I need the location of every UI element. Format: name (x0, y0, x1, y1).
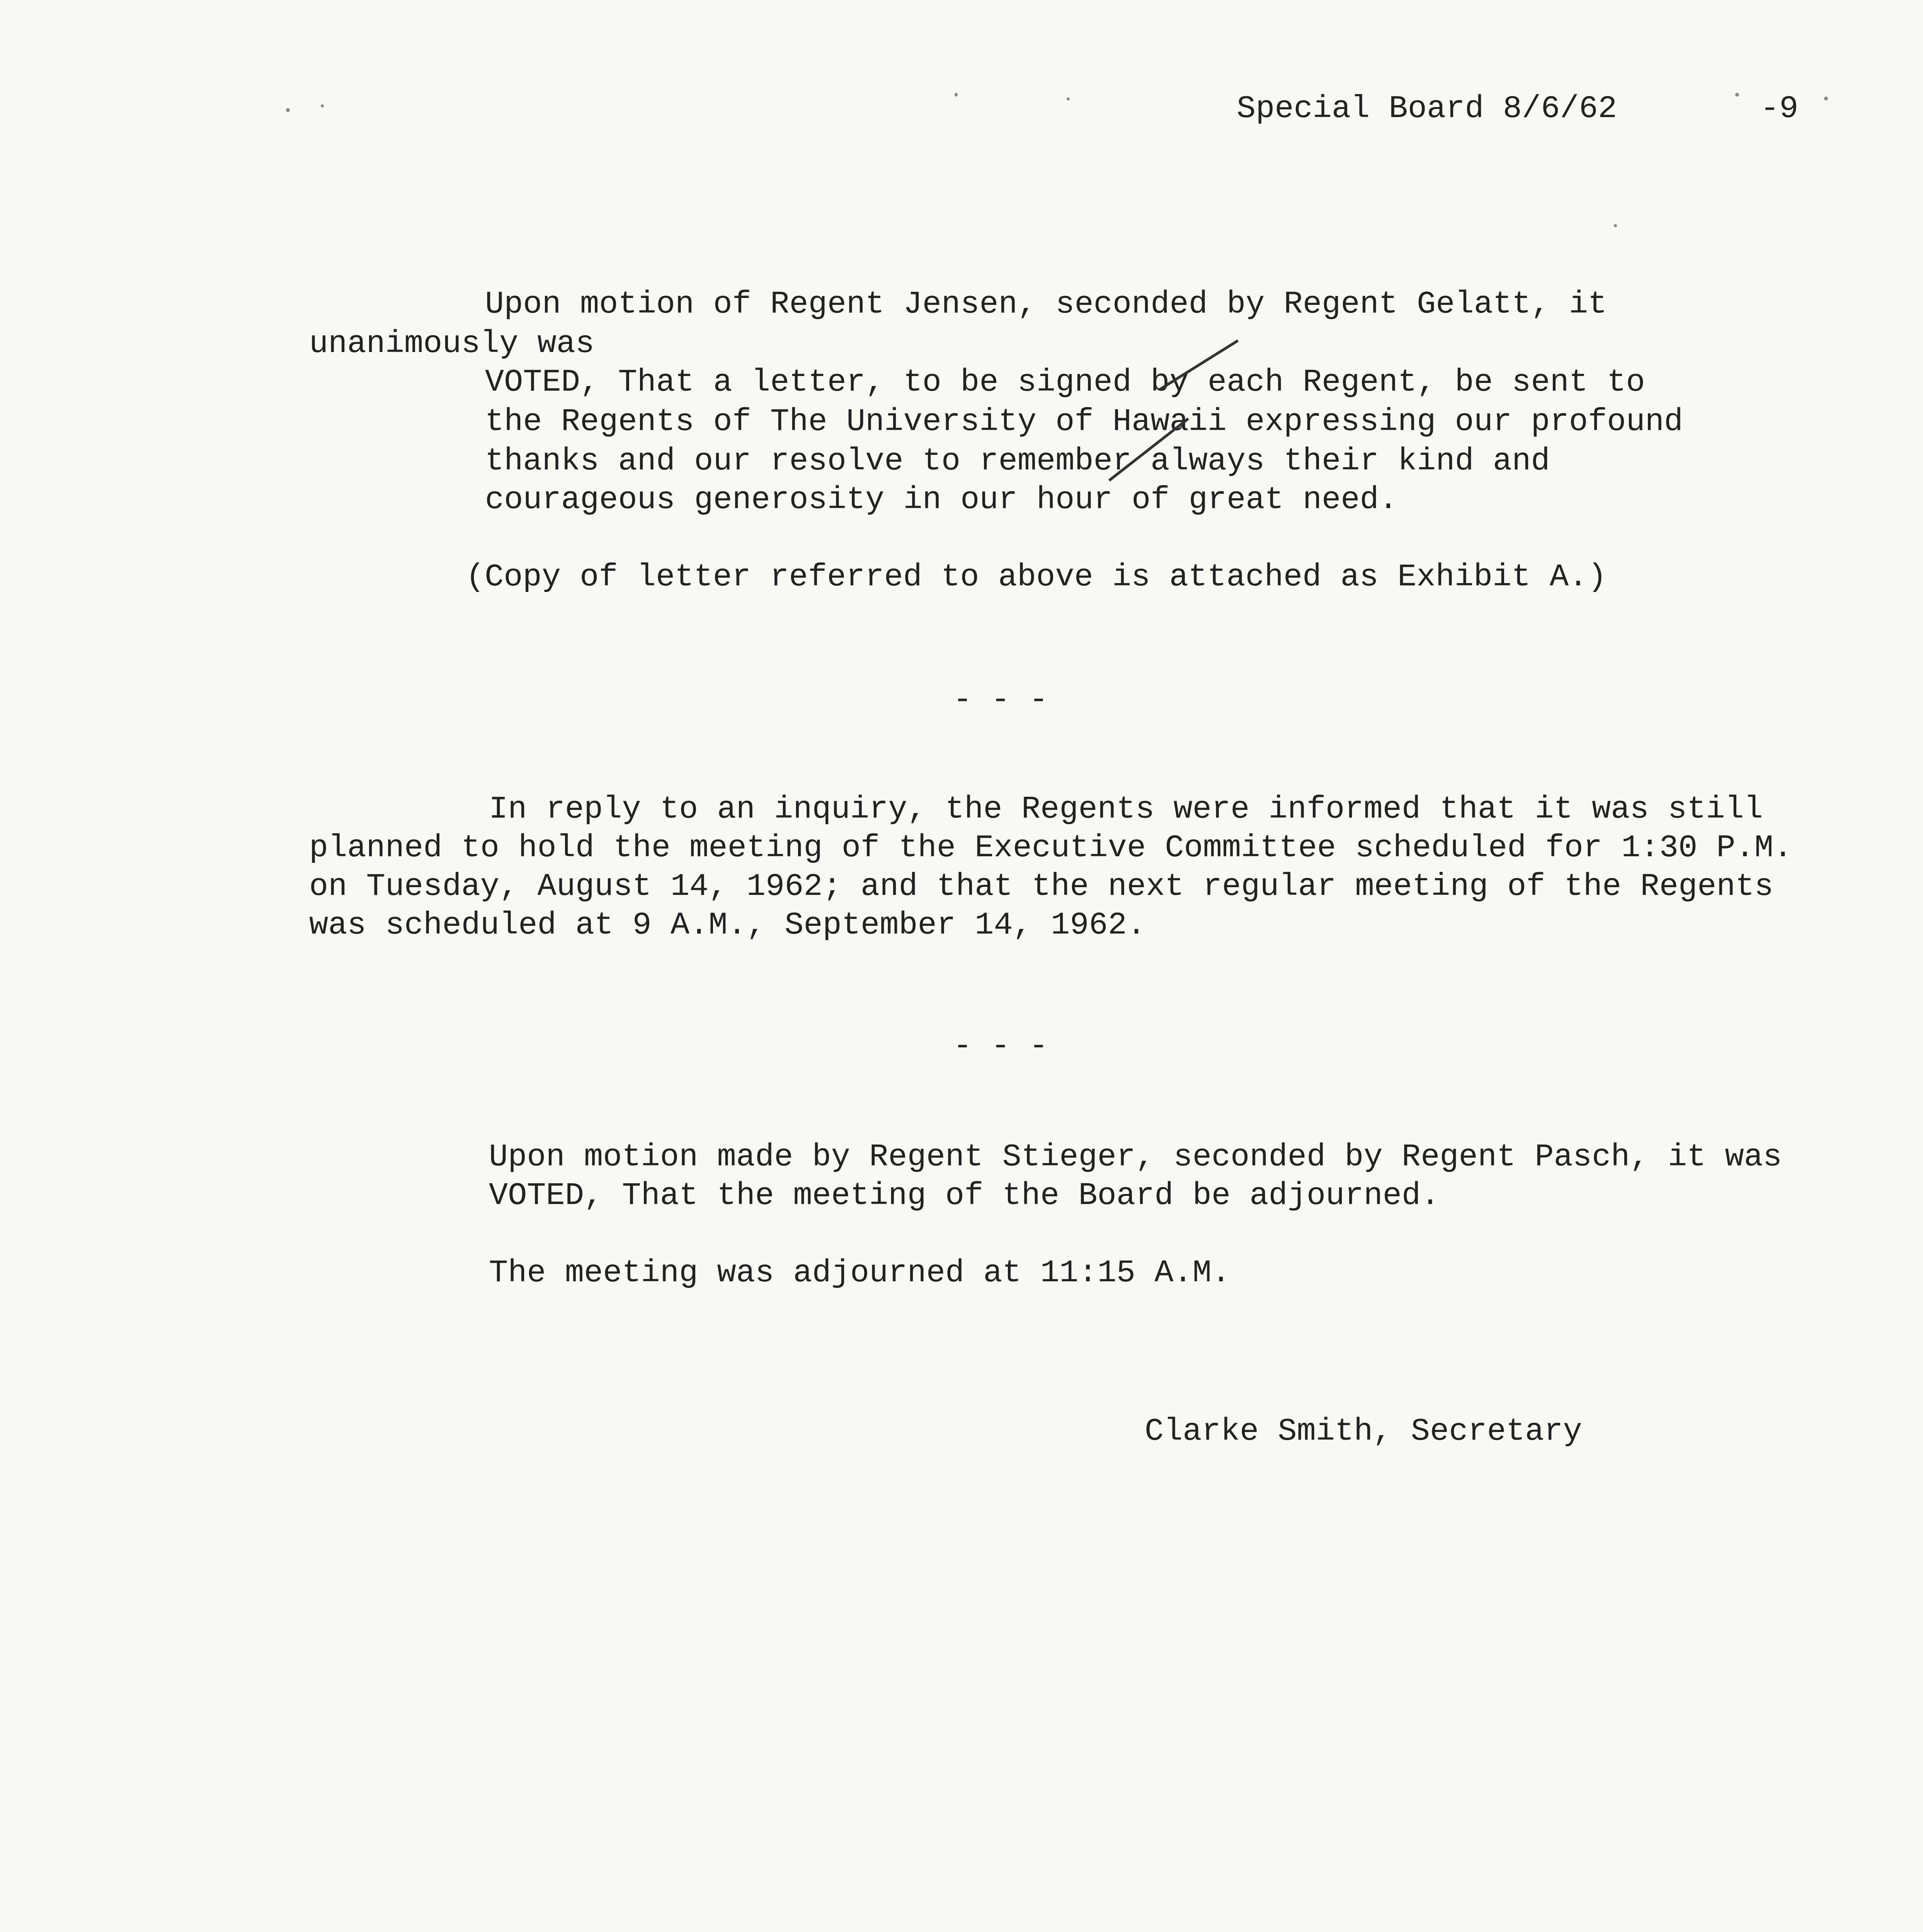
secretary-signature: Clarke Smith, Secretary (1145, 1413, 1582, 1449)
inquiry-paragraph-line: on Tuesday, August 14, 1962; and that the next regular meeting of the Regents (309, 869, 1774, 905)
inquiry-paragraph-line: In reply to an inquiry, the Regents were informed that it was still (489, 791, 1763, 827)
inquiry-paragraph-line: was scheduled at 9 A.M., September 14, 1962. (309, 907, 1146, 943)
scan-speck (955, 93, 958, 97)
motion-paragraph-line: Upon motion of Regent Jensen, seconded by Regent Gelatt, it (485, 286, 1607, 322)
voted-resolution-line: courageous generosity in our hour of great need. (485, 482, 1398, 518)
scan-speck (1735, 93, 1739, 97)
scan-speck (1614, 224, 1617, 227)
motion-paragraph-line: unanimously was (309, 326, 595, 362)
header-title: Special Board 8/6/62 (1237, 91, 1617, 127)
adjourn-motion-line: Upon motion made by Regent Stieger, seconded by Regent Pasch, it was (489, 1139, 1782, 1175)
scan-speck (1824, 97, 1828, 100)
section-separator: - - - (953, 682, 1048, 718)
voted-resolution-line: thanks and our resolve to remember always their kind and (485, 443, 1550, 479)
exhibit-note: (Copy of letter referred to above is attached as Exhibit A.) (466, 559, 1607, 595)
adjournment-statement: The meeting was adjourned at 11:15 A.M. (489, 1255, 1231, 1291)
scan-speck (286, 108, 290, 112)
section-separator: - - - (953, 1028, 1048, 1064)
header-page-number: -9 (1760, 91, 1799, 127)
voted-resolution-line: VOTED, That a letter, to be signed by each Regent, be sent to (485, 364, 1645, 400)
scan-speck (1067, 97, 1070, 100)
voted-resolution-line: the Regents of The University of Hawaii expressing our profound (485, 404, 1683, 440)
inquiry-paragraph-line: planned to hold the meeting of the Executive Committee scheduled for 1:30 P.M. (309, 830, 1793, 866)
scan-speck (321, 104, 324, 107)
adjourn-motion-line: VOTED, That the meeting of the Board be adjourned. (489, 1178, 1440, 1214)
